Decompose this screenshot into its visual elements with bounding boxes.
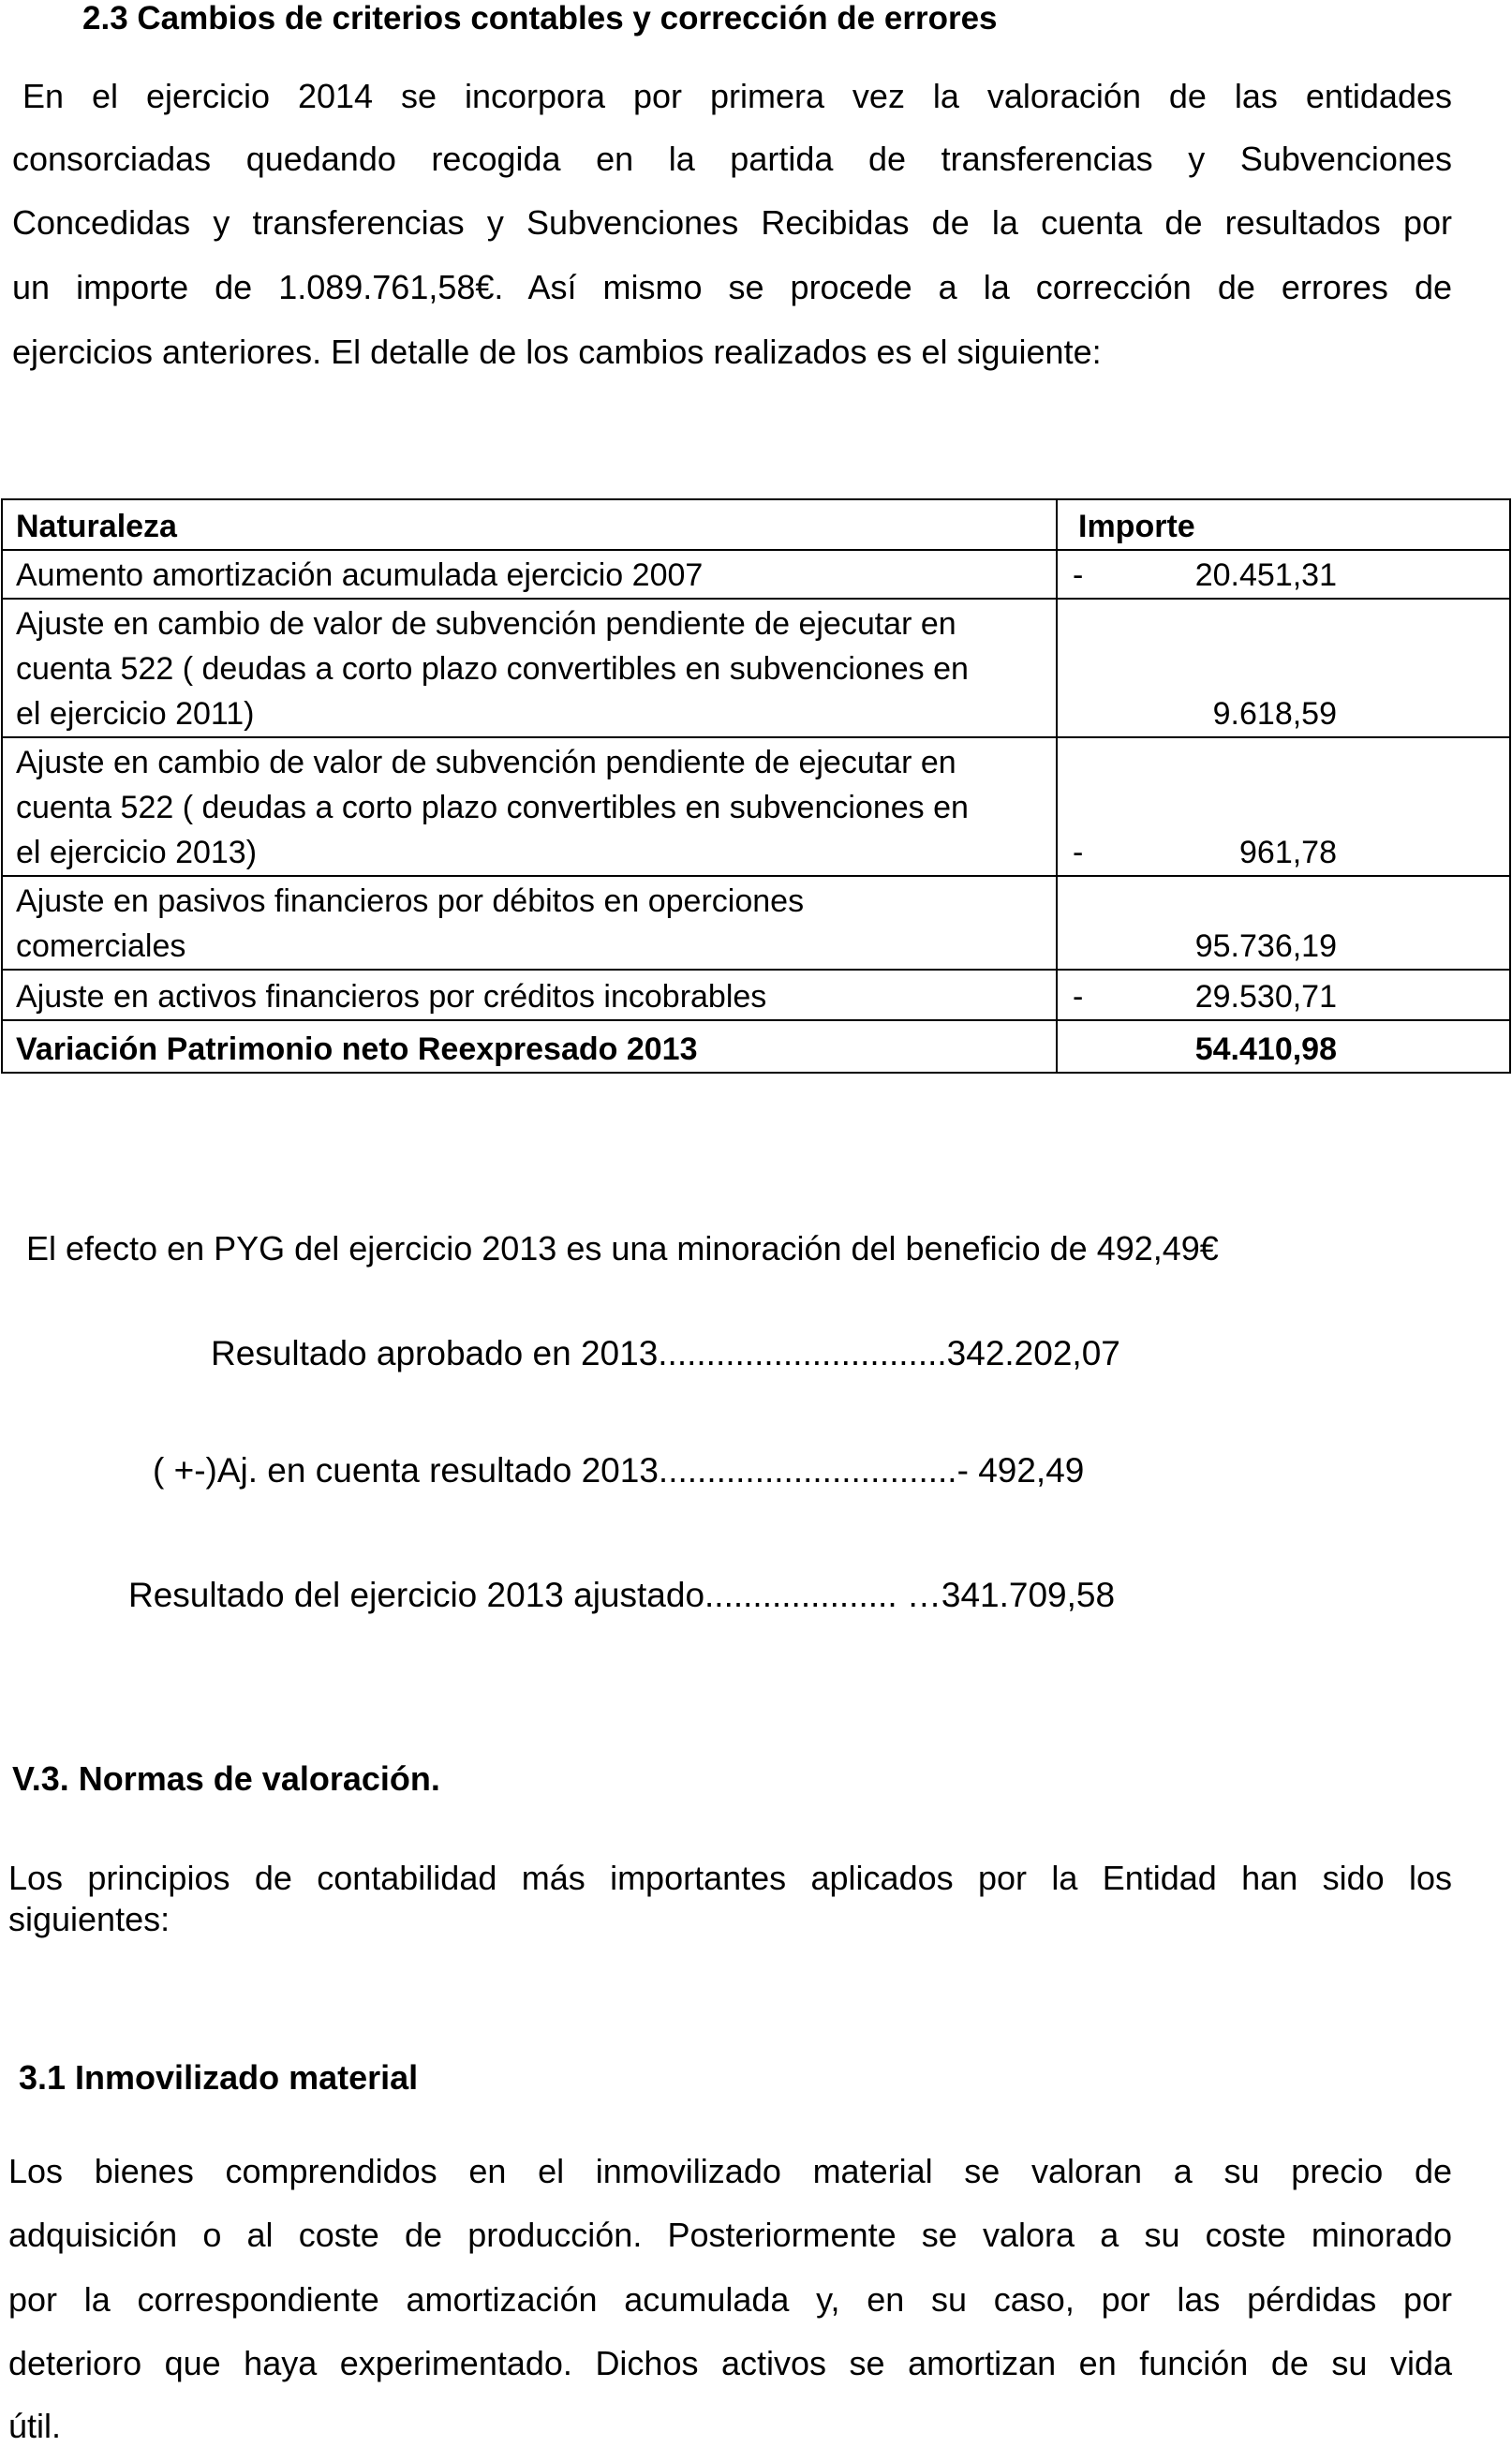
total-amount: 54.410,98 [1057, 1020, 1510, 1073]
paragraph-line: Concedidas y transferencias y Subvenciones Recibidas de la cuenta de resultados por [12, 203, 1452, 242]
header-naturaleza: Naturaleza [2, 499, 1057, 550]
table-row [2, 550, 1510, 599]
row-naturaleza: Ajuste en cambio de valor de subvención pendiente de ejecutar en cuenta 522 ( deudas a corto plazo convertibles en subvenciones en el ejercicio 2011) [2, 599, 1057, 737]
pyg-result-adjusted: Resultado del ejercicio 2013 ajustado.................... …341.709,58 [128, 1576, 1116, 1614]
row-naturaleza: Ajuste en activos financieros por créditos incobrables [2, 970, 1057, 1020]
paragraph-line: útil. [8, 2407, 62, 2445]
total-label: Variación Patrimonio neto Reexpresado 2013 [2, 1020, 1057, 1073]
paragraph-line: ejercicios anteriores. El detalle de los cambios realizados es el siguiente: [12, 333, 1102, 371]
row-importe: - 20.451,31 [1057, 550, 1510, 599]
paragraph-line: En el ejercicio 2014 se incorpora por primera vez la valoración de las entidades [22, 77, 1452, 115]
table-row [2, 876, 1510, 970]
row-naturaleza: Ajuste en cambio de valor de subvención pendiente de ejecutar en cuenta 522 ( deudas a corto plazo convertibles en subvenciones en el ejercicio 2013) [2, 737, 1057, 876]
paragraph-line: por la correspondiente amortización acumulada y, en su caso, por las pérdidas por [8, 2280, 1452, 2319]
paragraph-line: adquisición o al coste de producción. Posteriormente se valora a su coste minorado [8, 2216, 1452, 2254]
pyg-adjustment: ( +-)Aj. en cuenta resultado 2013...............................- 492,49 [153, 1451, 1085, 1490]
paragraph-line: deterioro que haya experimentado. Dichos activos se amortizan en función de su vida [8, 2344, 1452, 2382]
row-importe: 9.618,59 [1057, 599, 1510, 737]
section-v3-intro-line: Los principios de contabilidad más importantes aplicados por la Entidad han sido los [8, 1859, 1452, 1897]
header-importe: Importe [1057, 499, 1510, 550]
paragraph-line: un importe de 1.089.761,58€. Así mismo se procede a la corrección de errores de [12, 268, 1452, 306]
row-importe: - 961,78 [1057, 737, 1510, 876]
pyg-effect-text: El efecto en PYG del ejercicio 2013 es una minoración del beneficio de 492,49€ [26, 1229, 1219, 1268]
table-header-row [2, 499, 1510, 550]
row-naturaleza: Ajuste en pasivos financieros por débitos en operciones comerciales [2, 876, 1057, 970]
section-v3-title: V.3. Normas de valoración. [12, 1759, 440, 1798]
paragraph-line: consorciadas quedando recogida en la partida de transferencias y Subvenciones [12, 140, 1452, 178]
section-3-1-title: 3.1 Inmovilizado material [19, 2058, 419, 2097]
row-importe: 95.736,19 [1057, 876, 1510, 970]
row-naturaleza: Aumento amortización acumulada ejercicio 2007 [2, 550, 1057, 599]
table-row [2, 599, 1510, 737]
pyg-result-approved: Resultado aprobado en 2013..............................342.202,07 [211, 1334, 1120, 1372]
row-importe: - 29.530,71 [1057, 970, 1510, 1020]
section-2-3-title: 2.3 Cambios de criterios contables y corrección de errores [82, 0, 998, 37]
table-total-row [2, 1020, 1510, 1073]
changes-table [1, 498, 1511, 1074]
paragraph-line: Los bienes comprendidos en el inmovilizado material se valoran a su precio de [8, 2152, 1452, 2190]
table-row [2, 737, 1510, 876]
section-v3-intro-line: siguientes: [8, 1900, 170, 1938]
table-row [2, 970, 1510, 1020]
